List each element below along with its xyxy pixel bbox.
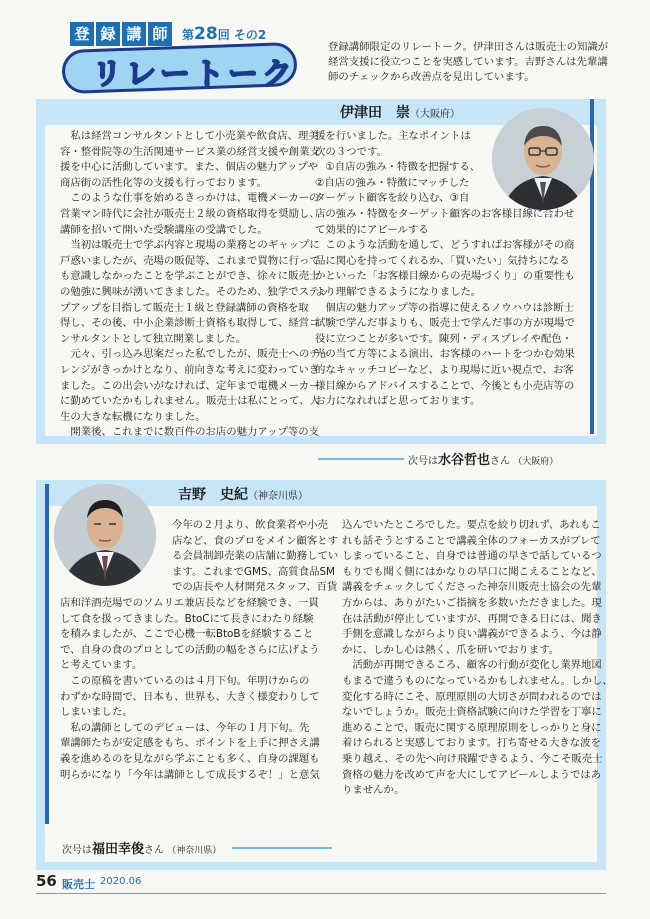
issue-number	[182, 24, 266, 44]
text-line: で、自身の食のプロとしての活動の幅をさらに広げよう	[60, 643, 320, 656]
text-line: お力になれればと思っております。	[315, 395, 481, 408]
issue-number-value: 28	[194, 24, 218, 44]
text-line: に勤めていたかもしれません。販売士は私にとって、人	[60, 395, 320, 408]
label-char: 録	[96, 22, 120, 46]
text-line: 営業マン時代に会社が販売士２級の資格取得を奨励し、	[60, 207, 320, 220]
text-line: して食を扱ってきました。BtoCにて長きにわたり経験	[60, 612, 314, 625]
label-char: 登	[70, 22, 94, 46]
text-line: かといった「お客様目線からの売場づくり」の重要性も	[315, 270, 575, 283]
text-line: 私の講師としてのデビューは、今年の１月下旬。先	[60, 721, 310, 734]
text-line: 講師を招いて開いた受験講座の受講でした。	[60, 223, 268, 236]
text-line: ②自店の強み・特徴にマッチした	[315, 176, 470, 189]
next-name: 福田幸俊	[92, 842, 145, 857]
page-number: 56	[36, 872, 57, 890]
text-line: 着けられると実感しております。打ち寄せる大きな波を	[342, 737, 601, 750]
text-line: もまるで違うものになっているかもしれません。しかし、	[342, 674, 613, 687]
text-line: 個店の魅力アップ等の指導に使えるノウハウは診断士	[315, 301, 575, 314]
speaker1-column-right	[315, 129, 575, 410]
text-line: 援を行いました。主なポイントは	[315, 130, 471, 142]
intro-line: 経営支援に役立つことを実感しています。吉野さんは先輩講	[328, 56, 608, 68]
speaker2-name-text: 吉野 史紀	[178, 487, 248, 503]
next-prefecture: （大阪府）	[513, 457, 559, 467]
issue-date: 2020.06	[100, 876, 142, 887]
text-line: 講義をチェックしてくださった神奈川販売士協会の先輩	[342, 581, 602, 594]
text-line: 戸惑いましたが、売場の販促等、これまで買物に行って	[60, 254, 320, 267]
footer-rule	[36, 893, 606, 894]
speaker2-name	[178, 484, 308, 504]
text-line: 店の強み・特徴をターゲット顧客のお客様目線に合わせ	[315, 207, 575, 220]
text-line: レンジがきっかけとなり、前向きな考えに変わっていき	[60, 363, 320, 376]
text-line: ①自店の強み・特徴を把握する、	[315, 161, 481, 174]
section-label	[70, 22, 172, 46]
text-line: ないでしょうか。販売士資格試験に向けた学習を丁寧に	[342, 706, 602, 719]
text-line: プアップを目指して販売士１級と登録講師の資格を取	[60, 301, 309, 314]
next-suffix: さん	[490, 456, 511, 467]
text-line: 試験で学んだ事よりも、販売士で学んだ事の方が現場で	[315, 317, 575, 330]
next-name: 水谷哲也	[438, 453, 491, 468]
text-line: より理解できるようになりました。	[315, 285, 482, 298]
text-line: 役に立つことが多いです。陳列・ディスプレイや配色・	[315, 332, 573, 345]
text-line: ます。これまでGMS、高質食品SM	[172, 565, 336, 578]
speaker1-name	[340, 102, 460, 122]
next-tag-rule	[232, 847, 332, 849]
text-line: 次の３つです。	[315, 145, 387, 158]
text-line: もりでも聞く側にはかなりの早口に聞こえることなど、	[342, 565, 602, 578]
text-line: 開業後、これまでに数百件のお店の魅力アップ等の支	[60, 426, 320, 439]
text-line: の勉強に興味が湧いてきました。そのため、独学でステッ	[60, 285, 330, 298]
intro-text	[328, 40, 623, 85]
text-line: 光の当て方等による演出、お客様のハートをつかむ効果	[315, 348, 575, 361]
text-line: 店など、食のプロをメイン顧客とす	[172, 534, 339, 547]
speaker2-portrait	[54, 484, 156, 586]
speaker1-column-left	[60, 129, 330, 441]
text-line: 乗り越え、その先へ向け飛躍できるよう、今こそ販売士	[342, 752, 603, 765]
text-line: かに、しかし心は熱く、爪を研いでおります。	[342, 643, 560, 656]
next-suffix: さん	[144, 845, 165, 856]
speaker2-prefecture: （神奈川県）	[248, 491, 308, 502]
text-line: 義を進めるのを見ながら学ぶことも多く、自身の課題も	[60, 752, 320, 765]
speaker2-next-speaker	[62, 838, 221, 857]
speaker2-column-right	[342, 518, 613, 799]
text-line: 方からは、ありがたいご指摘を多数いただきました。現	[342, 596, 602, 609]
text-line: での店長や人材開発スタッフ、百貨	[172, 581, 338, 594]
text-line: りませんか。	[342, 784, 405, 797]
text-line: る会員制卸売業の店舗に勤務してい	[172, 550, 339, 563]
text-line: 的なキャッチコピーなど、より現場に近い視点で、お客	[315, 363, 574, 376]
text-line: 容・整骨院等の生活関連サービス業の経営支援や創業支	[60, 145, 320, 158]
label-char: 師	[148, 22, 172, 46]
issue-prefix: 第	[182, 28, 195, 42]
text-line: この原稿を書いているのは４月下旬。年明けからの	[60, 674, 310, 687]
speaker2-column-left-top	[172, 518, 338, 596]
speaker1-name-text: 伊津田 崇	[340, 105, 410, 121]
article-frame-side	[36, 480, 45, 870]
accent-rail	[45, 484, 49, 824]
speaker1-next-speaker	[408, 449, 558, 468]
text-line: ターゲット顧客を絞り込む、③自	[315, 192, 470, 205]
text-line: 様目線からアドバイスすることで、今後とも小売店等の	[315, 379, 575, 392]
article-frame-side	[597, 99, 606, 444]
issue-suffix: 回 その2	[217, 28, 267, 42]
text-line: 生の大きな転機になりました。	[60, 410, 206, 423]
text-line: しまっていること、自身では普通の早さで話しているつ	[342, 550, 602, 563]
next-tag-rule	[318, 458, 404, 460]
text-line: も意識しなかったことを学ぶことができ、徐々に販売士	[60, 270, 320, 283]
label-char: 講	[122, 22, 146, 46]
next-prefix: 次号は	[62, 845, 92, 856]
article-frame-bottom	[36, 862, 606, 870]
text-line: 品に関心を持ってくれるか、「買いたい」気持ちになる	[315, 254, 570, 267]
text-line: 私は経営コンサルタントとして小売業や飲食店、理美	[60, 130, 319, 142]
intro-line: 登録講師限定のリレートーク。伊津田さんは販売士の知識が	[328, 41, 609, 53]
text-line: 輩講師たちが安定感をもち、ポイントを上手に押さえ講	[60, 737, 320, 750]
text-line: と考えています。	[60, 659, 143, 672]
next-prefix: 次号は	[408, 456, 438, 467]
text-line: このような活動を通して、どうすればお客様がその商	[315, 239, 575, 252]
text-line: 当初は販売士で学ぶ内容と現場の業務とのギャップに	[60, 239, 320, 252]
speaker2-column-left	[60, 596, 320, 783]
article-frame-side	[36, 99, 45, 444]
text-line: 明らかになり「今年は講師として成長するぞ！」と意気	[60, 768, 320, 781]
series-title: リレートーク	[92, 57, 296, 92]
next-prefecture: （神奈川県）	[167, 846, 222, 856]
speaker1-prefecture: （大阪府）	[410, 109, 460, 120]
text-line: 進めることで、販売に関する原理原則をしっかりと身に	[342, 721, 602, 734]
text-line: ました。この出会いがなければ、定年まで電機メーカー	[60, 379, 320, 392]
intro-line: 師のチェックから改善点を見出しています。	[328, 71, 535, 83]
text-line: 今年の２月より、飲食業者や小売	[172, 519, 328, 531]
text-line: 店和洋酒売場でのソムリエ兼店長などを経験でき、一貫	[60, 597, 319, 609]
text-line: 得し、その後、中小企業診断士資格も取得して、経営コ	[60, 317, 320, 330]
text-line: 元々、引っ込み思案だった私でしたが、販売士へのチャ	[60, 348, 330, 361]
text-line: このような仕事を始めるきっかけは、電機メーカーの	[60, 192, 320, 205]
text-line: 商店街の活性化等の支援も行っております。	[60, 176, 267, 189]
text-line: 手側を意識しながらより良い講義ができるよう、今は静	[342, 628, 602, 641]
text-line: 援を中心に活動しています。また、個店の魅力アップや	[60, 161, 319, 174]
text-line: 活動が再開できるころ、顧客の行動が変化し業界地図	[342, 659, 602, 672]
text-line: て効果的にアピールする	[315, 223, 429, 236]
text-line: わずかな時間で、日本も、世界も、大きく様変わりして	[60, 690, 320, 703]
text-line: を積みましたが、ここで心機一転BtoBを経験すること	[60, 628, 314, 641]
text-line: 資格の魅力を改めて声を大にしてアピールしようではあ	[342, 768, 602, 781]
text-line: 込んでいたところでした。要点を絞り切れず、あれもこ	[342, 519, 601, 531]
text-line: 変化する時にこそ、原理原則の大切さが問われるのでは	[342, 690, 602, 703]
text-line: ンサルタントとして独立開業しました。	[60, 332, 247, 345]
text-line: しまいました。	[60, 706, 133, 719]
text-line: れも話そうとすることで講義全体のフォーカスがブレて	[342, 534, 601, 547]
magazine-name: 販売士	[62, 878, 95, 891]
text-line: 在は活動が停止していますが、再開できる日には、聞き	[342, 612, 602, 625]
